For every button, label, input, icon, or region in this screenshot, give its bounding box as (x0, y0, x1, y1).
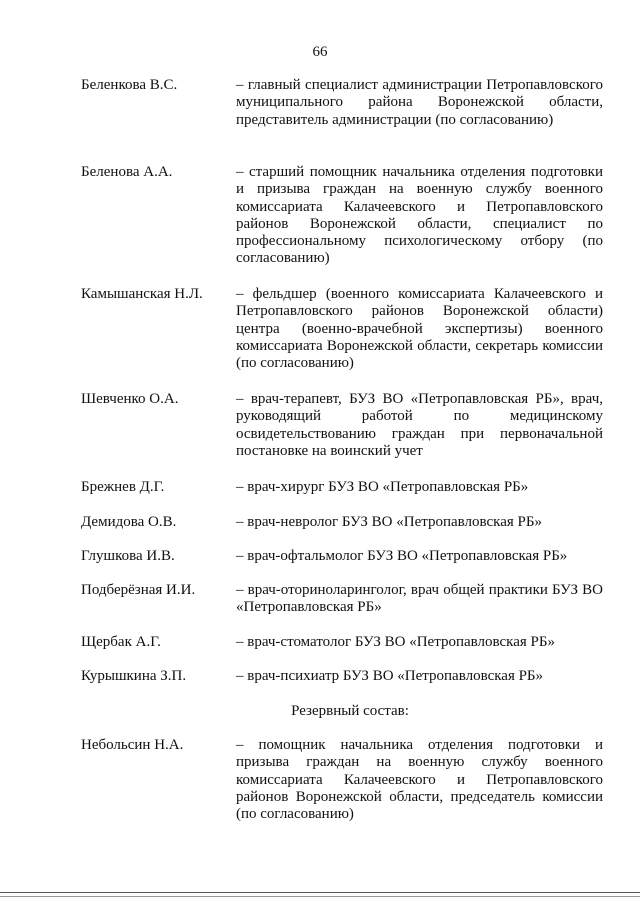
member-description: – врач-хирург БУЗ ВО «Петропавловская РБ» (236, 479, 529, 495)
reserve-heading: Резервный состав: (291, 703, 409, 719)
member-description: – врач-невролог БУЗ ВО «Петропавловская РБ» (236, 514, 543, 530)
member-name: Брежнев Д.Г. (81, 479, 165, 495)
member-name: Камышанская Н.Л. (81, 286, 203, 302)
member-name: Демидова О.В. (81, 514, 177, 530)
member-name: Шевченко О.А. (81, 391, 179, 407)
page-number: 66 (312, 44, 328, 60)
member-name: Подберёзная И.И. (81, 582, 196, 598)
member-description: – помощник начальника отделения подготовки и призыва граждан на военную службу военного комиссариата Калачеевского и Петропавловского районов Воронежской области, председатель комиссии (по согласованию) (236, 737, 603, 823)
member-name: Беленова А.А. (81, 164, 173, 180)
member-description: – главный специалист администрации Петропавловского муниципального района Воронежской области, представитель администрации (по согласованию) (236, 77, 603, 128)
member-description: – врач-психиатр БУЗ ВО «Петропавловская РБ» (236, 668, 544, 684)
member-name: Курышкина З.П. (81, 668, 187, 684)
bottom-rule (0, 896, 640, 897)
member-name: Щербак А.Г. (81, 634, 161, 650)
member-description: – врач-терапевт, БУЗ ВО «Петропавловская РБ», врач, руководящий работой по медицинскому освидетельствованию граждан при первоначальной постановке на воинский учет (236, 391, 603, 459)
member-name: Глушкова И.В. (81, 548, 175, 564)
member-description: – фельдшер (военного комиссариата Калачеевского и Петропавловского районов Воронежской области) центра (военно-врачебной экспертизы) военного комиссариата Воронежской области, секретарь комиссии (по согласованию) (236, 286, 603, 372)
member-description: – старший помощник начальника отделения подготовки и призыва граждан на военную службу военного комиссариата Калачеевского и Петропавловского районов Воронежской области, специалист по профессиональному психологическому отбору (по согласованию) (236, 164, 603, 267)
bottom-rule (0, 892, 640, 893)
member-name: Беленкова В.С. (81, 77, 178, 93)
member-description: – врач-оториноларинголог, врач общей практики БУЗ ВО «Петропавловская РБ» (236, 582, 603, 616)
member-description: – врач-офтальмолог БУЗ ВО «Петропавловская РБ» (236, 548, 568, 564)
member-description: – врач-стоматолог БУЗ ВО «Петропавловская РБ» (236, 634, 555, 650)
member-name: Небольсин Н.А. (81, 737, 184, 753)
